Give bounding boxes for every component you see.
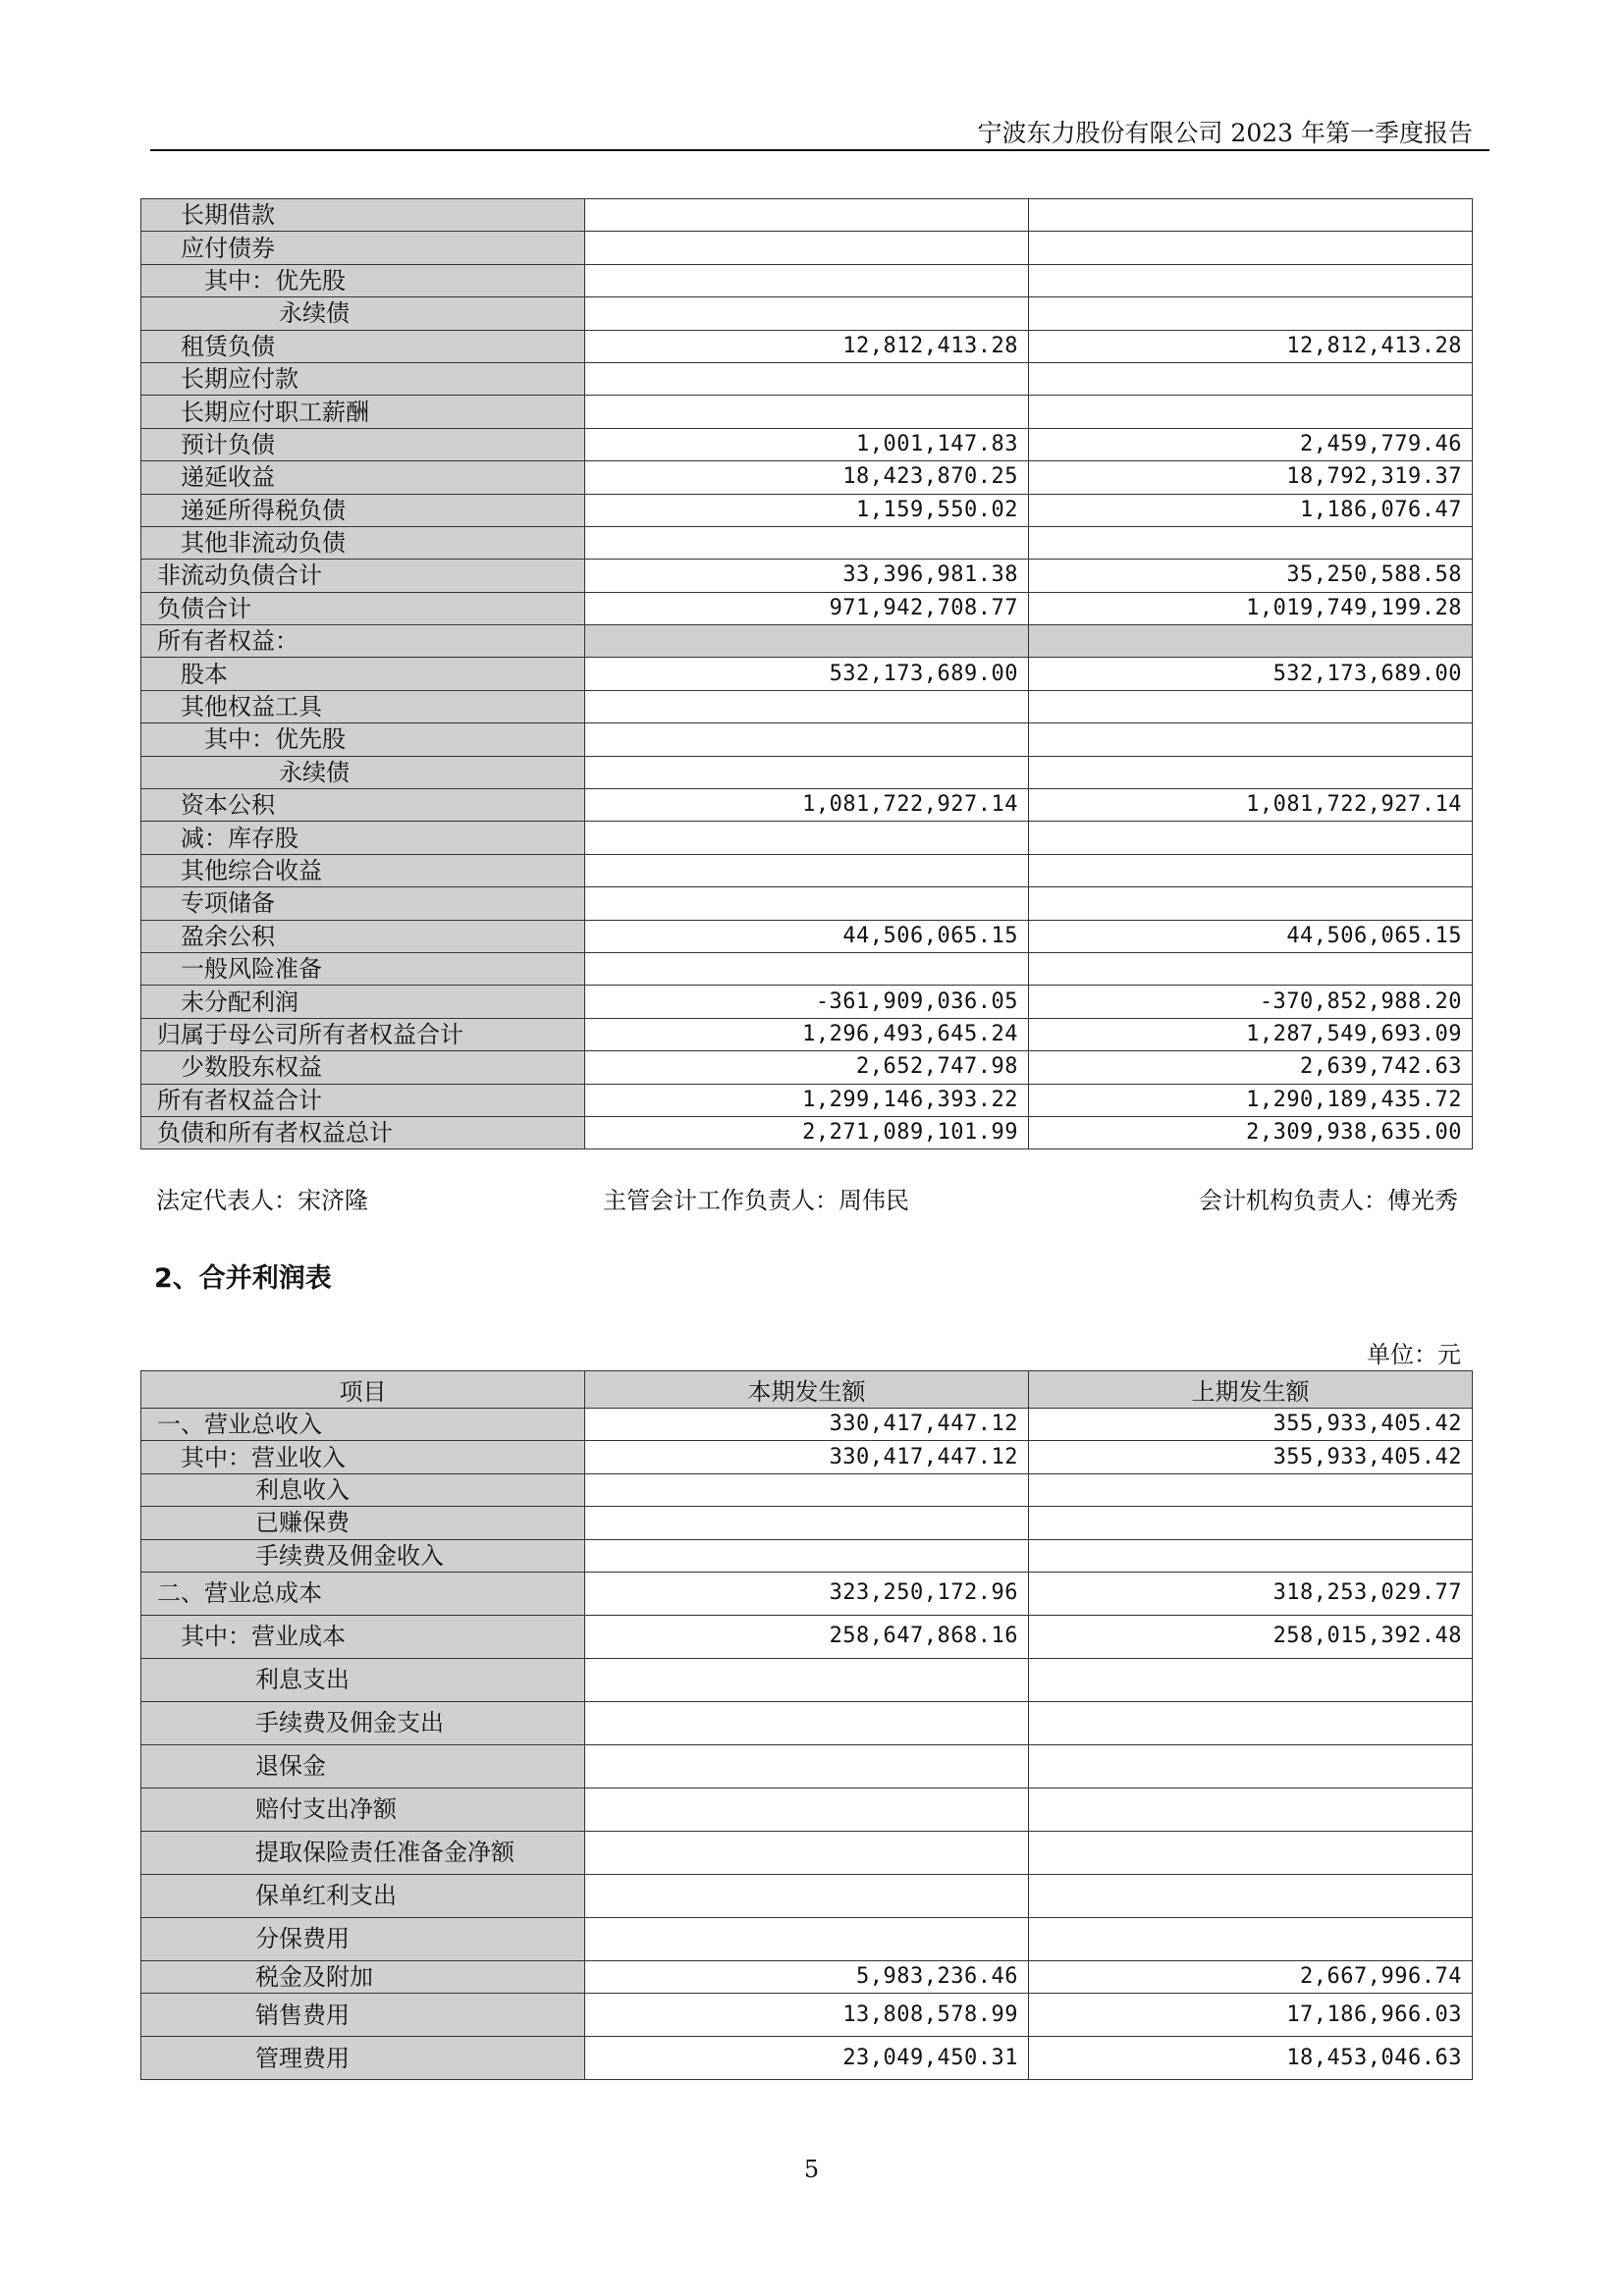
current-period-value: 971,942,708.77	[585, 592, 1029, 624]
row-label: 未分配利润	[141, 986, 585, 1018]
row-label: 分保费用	[141, 1917, 585, 1960]
table-row	[141, 1409, 1473, 1441]
table-row	[141, 1960, 1473, 1993]
previous-period-value	[1029, 723, 1473, 756]
current-period-value	[585, 1539, 1029, 1572]
current-period-value: 2,652,747.98	[585, 1051, 1029, 1084]
row-label: 长期借款	[141, 199, 585, 232]
previous-period-value	[1029, 1658, 1473, 1701]
table-row	[141, 264, 1473, 296]
previous-period-value: -370,852,988.20	[1029, 986, 1473, 1018]
table-row	[141, 592, 1473, 624]
table-row	[141, 854, 1473, 886]
previous-period-value	[1029, 1917, 1473, 1960]
table-row	[141, 1572, 1473, 1615]
table-row	[141, 362, 1473, 395]
row-label: 减：库存股	[141, 822, 585, 854]
table-row	[141, 1701, 1473, 1744]
previous-period-value	[1029, 232, 1473, 264]
row-label: 手续费及佣金收入	[141, 1539, 585, 1572]
row-label: 所有者权益：	[141, 625, 585, 658]
current-period-value	[585, 822, 1029, 854]
accounting-org-head-sign: 会计机构负责人：傅光秀	[1199, 1187, 1458, 1214]
table-row	[141, 887, 1473, 920]
row-label: 一般风险准备	[141, 952, 585, 985]
current-period-value: 44,506,065.15	[585, 920, 1029, 952]
table-row	[141, 1788, 1473, 1831]
previous-period-value	[1029, 1744, 1473, 1788]
row-label: 负债和所有者权益总计	[141, 1116, 585, 1148]
previous-period-value: 2,639,742.63	[1029, 1051, 1473, 1084]
previous-period-value: 18,792,319.37	[1029, 461, 1473, 494]
previous-period-value	[1029, 690, 1473, 722]
current-period-value	[585, 1507, 1029, 1539]
current-period-value	[585, 199, 1029, 232]
previous-period-value	[1029, 822, 1473, 854]
row-label: 退保金	[141, 1744, 585, 1788]
table-row	[141, 1084, 1473, 1116]
current-period-value	[585, 1831, 1029, 1874]
current-period-value	[585, 854, 1029, 886]
row-label: 销售费用	[141, 1994, 585, 2037]
table-row	[141, 1473, 1473, 1506]
row-label: 少数股东权益	[141, 1051, 585, 1084]
income-statement-table	[140, 1370, 1473, 2080]
previous-period-value	[1029, 854, 1473, 886]
table-row	[141, 396, 1473, 428]
table-row	[141, 2037, 1473, 2080]
current-period-value: 23,049,450.31	[585, 2037, 1029, 2080]
table-row	[141, 560, 1473, 592]
row-label: 税金及附加	[141, 1960, 585, 1993]
row-label: 专项储备	[141, 887, 585, 920]
table-row	[141, 1539, 1473, 1572]
previous-period-value	[1029, 625, 1473, 658]
table-row	[141, 1874, 1473, 1917]
table-row	[141, 232, 1473, 264]
previous-period-value: 35,250,588.58	[1029, 560, 1473, 592]
current-period-value: 1,159,550.02	[585, 494, 1029, 526]
row-label: 非流动负债合计	[141, 560, 585, 592]
row-label: 一、营业总收入	[141, 1409, 585, 1441]
previous-period-value: 1,081,722,927.14	[1029, 789, 1473, 822]
previous-period-value	[1029, 1831, 1473, 1874]
previous-period-value	[1029, 526, 1473, 559]
previous-period-value: 12,812,413.28	[1029, 330, 1473, 362]
table-row	[141, 428, 1473, 460]
row-label: 其他权益工具	[141, 690, 585, 722]
current-period-value: 1,299,146,393.22	[585, 1084, 1029, 1116]
header-current: 本期发生额	[585, 1371, 1029, 1409]
previous-period-value: 1,186,076.47	[1029, 494, 1473, 526]
table-row	[141, 1831, 1473, 1874]
row-label: 所有者权益合计	[141, 1084, 585, 1116]
previous-period-value	[1029, 264, 1473, 296]
table-row	[141, 756, 1473, 788]
row-label: 长期应付职工薪酬	[141, 396, 585, 428]
previous-period-value	[1029, 1788, 1473, 1831]
row-label: 利息收入	[141, 1473, 585, 1506]
current-period-value: 330,417,447.12	[585, 1409, 1029, 1441]
current-period-value: 33,396,981.38	[585, 560, 1029, 592]
table-row	[141, 1615, 1473, 1658]
table-row	[141, 1658, 1473, 1701]
current-period-value: 258,647,868.16	[585, 1615, 1029, 1658]
row-label: 资本公积	[141, 789, 585, 822]
row-label: 赔付支出净额	[141, 1788, 585, 1831]
current-period-value: 5,983,236.46	[585, 1960, 1029, 1993]
row-label: 股本	[141, 658, 585, 690]
table-row	[141, 1018, 1473, 1050]
table-row	[141, 1116, 1473, 1148]
table-row	[141, 494, 1473, 526]
table-row	[141, 1507, 1473, 1539]
table-row	[141, 690, 1473, 722]
table-row	[141, 789, 1473, 822]
row-label: 永续债	[141, 756, 585, 788]
previous-period-value: 18,453,046.63	[1029, 2037, 1473, 2080]
current-period-value	[585, 1701, 1029, 1744]
table-row	[141, 625, 1473, 658]
header-item: 项目	[141, 1371, 585, 1409]
balance-sheet-table	[140, 198, 1473, 1149]
table-header-row	[141, 1371, 1473, 1409]
previous-period-value: 532,173,689.00	[1029, 658, 1473, 690]
current-period-value: 323,250,172.96	[585, 1572, 1029, 1615]
row-label: 租赁负债	[141, 330, 585, 362]
current-period-value: 18,423,870.25	[585, 461, 1029, 494]
current-period-value	[585, 723, 1029, 756]
legal-representative-sign: 法定代表人：宋济隆	[156, 1187, 368, 1214]
previous-period-value	[1029, 396, 1473, 428]
table-row	[141, 297, 1473, 330]
row-label: 其他综合收益	[141, 854, 585, 886]
table-row	[141, 920, 1473, 952]
current-period-value: 2,271,089,101.99	[585, 1116, 1029, 1148]
table-row	[141, 330, 1473, 362]
current-period-value	[585, 1874, 1029, 1917]
previous-period-value	[1029, 887, 1473, 920]
row-label: 保单红利支出	[141, 1874, 585, 1917]
current-period-value	[585, 952, 1029, 985]
row-label: 其中：优先股	[141, 264, 585, 296]
row-label: 盈余公积	[141, 920, 585, 952]
previous-period-value	[1029, 362, 1473, 395]
row-label: 已赚保费	[141, 1507, 585, 1539]
row-label: 归属于母公司所有者权益合计	[141, 1018, 585, 1050]
row-label: 提取保险责任准备金净额	[141, 1831, 585, 1874]
current-period-value	[585, 1744, 1029, 1788]
row-label: 其他非流动负债	[141, 526, 585, 559]
current-period-value	[585, 1473, 1029, 1506]
table-row	[141, 986, 1473, 1018]
row-label: 其中：优先股	[141, 723, 585, 756]
row-label: 预计负债	[141, 428, 585, 460]
table-row	[141, 723, 1473, 756]
current-period-value: 12,812,413.28	[585, 330, 1029, 362]
unit-label: 单位：元	[1367, 1341, 1461, 1368]
current-period-value	[585, 264, 1029, 296]
current-period-value	[585, 887, 1029, 920]
current-period-value: 1,296,493,645.24	[585, 1018, 1029, 1050]
previous-period-value: 2,309,938,635.00	[1029, 1116, 1473, 1148]
table-row	[141, 1051, 1473, 1084]
row-label: 手续费及佣金支出	[141, 1701, 585, 1744]
previous-period-value: 44,506,065.15	[1029, 920, 1473, 952]
row-label: 递延所得税负债	[141, 494, 585, 526]
current-period-value: 532,173,689.00	[585, 658, 1029, 690]
table-row	[141, 1994, 1473, 2037]
row-label: 递延收益	[141, 461, 585, 494]
previous-period-value	[1029, 1701, 1473, 1744]
previous-period-value: 258,015,392.48	[1029, 1615, 1473, 1658]
row-label: 负债合计	[141, 592, 585, 624]
previous-period-value: 355,933,405.42	[1029, 1409, 1473, 1441]
current-period-value	[585, 1658, 1029, 1701]
previous-period-value: 1,019,749,199.28	[1029, 592, 1473, 624]
header-previous: 上期发生额	[1029, 1371, 1473, 1409]
table-row	[141, 526, 1473, 559]
row-label: 应付债券	[141, 232, 585, 264]
previous-period-value	[1029, 199, 1473, 232]
row-label: 二、营业总成本	[141, 1572, 585, 1615]
row-label: 其中：营业成本	[141, 1615, 585, 1658]
previous-period-value	[1029, 756, 1473, 788]
current-period-value	[585, 625, 1029, 658]
previous-period-value	[1029, 297, 1473, 330]
page-number: 5	[803, 2156, 820, 2183]
row-label: 利息支出	[141, 1658, 585, 1701]
row-label: 管理费用	[141, 2037, 585, 2080]
table-row	[141, 1744, 1473, 1788]
current-period-value	[585, 297, 1029, 330]
current-period-value	[585, 526, 1029, 559]
previous-period-value: 2,667,996.74	[1029, 1960, 1473, 1993]
current-period-value	[585, 690, 1029, 722]
previous-period-value: 355,933,405.42	[1029, 1441, 1473, 1473]
current-period-value: -361,909,036.05	[585, 986, 1029, 1018]
current-period-value	[585, 396, 1029, 428]
table-row	[141, 461, 1473, 494]
previous-period-value	[1029, 1874, 1473, 1917]
previous-period-value: 1,290,189,435.72	[1029, 1084, 1473, 1116]
current-period-value	[585, 1788, 1029, 1831]
previous-period-value	[1029, 1539, 1473, 1572]
current-period-value	[585, 1917, 1029, 1960]
previous-period-value: 318,253,029.77	[1029, 1572, 1473, 1615]
current-period-value	[585, 362, 1029, 395]
previous-period-value: 2,459,779.46	[1029, 428, 1473, 460]
table-row	[141, 1441, 1473, 1473]
previous-period-value: 17,186,966.03	[1029, 1994, 1473, 2037]
current-period-value	[585, 232, 1029, 264]
income-statement-title: 2、合并利润表	[154, 1263, 332, 1294]
report-header-title: 宁波东力股份有限公司 2023 年第一季度报告	[977, 119, 1473, 147]
accounting-head-sign: 主管会计工作负责人：周伟民	[603, 1187, 909, 1214]
header-divider	[150, 149, 1489, 151]
current-period-value: 1,001,147.83	[585, 428, 1029, 460]
table-row	[141, 199, 1473, 232]
previous-period-value	[1029, 952, 1473, 985]
row-label: 其中：营业收入	[141, 1441, 585, 1473]
table-row	[141, 1917, 1473, 1960]
current-period-value: 330,417,447.12	[585, 1441, 1029, 1473]
current-period-value: 1,081,722,927.14	[585, 789, 1029, 822]
table-row	[141, 658, 1473, 690]
current-period-value: 13,808,578.99	[585, 1994, 1029, 2037]
current-period-value	[585, 756, 1029, 788]
row-label: 长期应付款	[141, 362, 585, 395]
previous-period-value	[1029, 1473, 1473, 1506]
table-row	[141, 952, 1473, 985]
previous-period-value	[1029, 1507, 1473, 1539]
previous-period-value: 1,287,549,693.09	[1029, 1018, 1473, 1050]
table-row	[141, 822, 1473, 854]
row-label: 永续债	[141, 297, 585, 330]
